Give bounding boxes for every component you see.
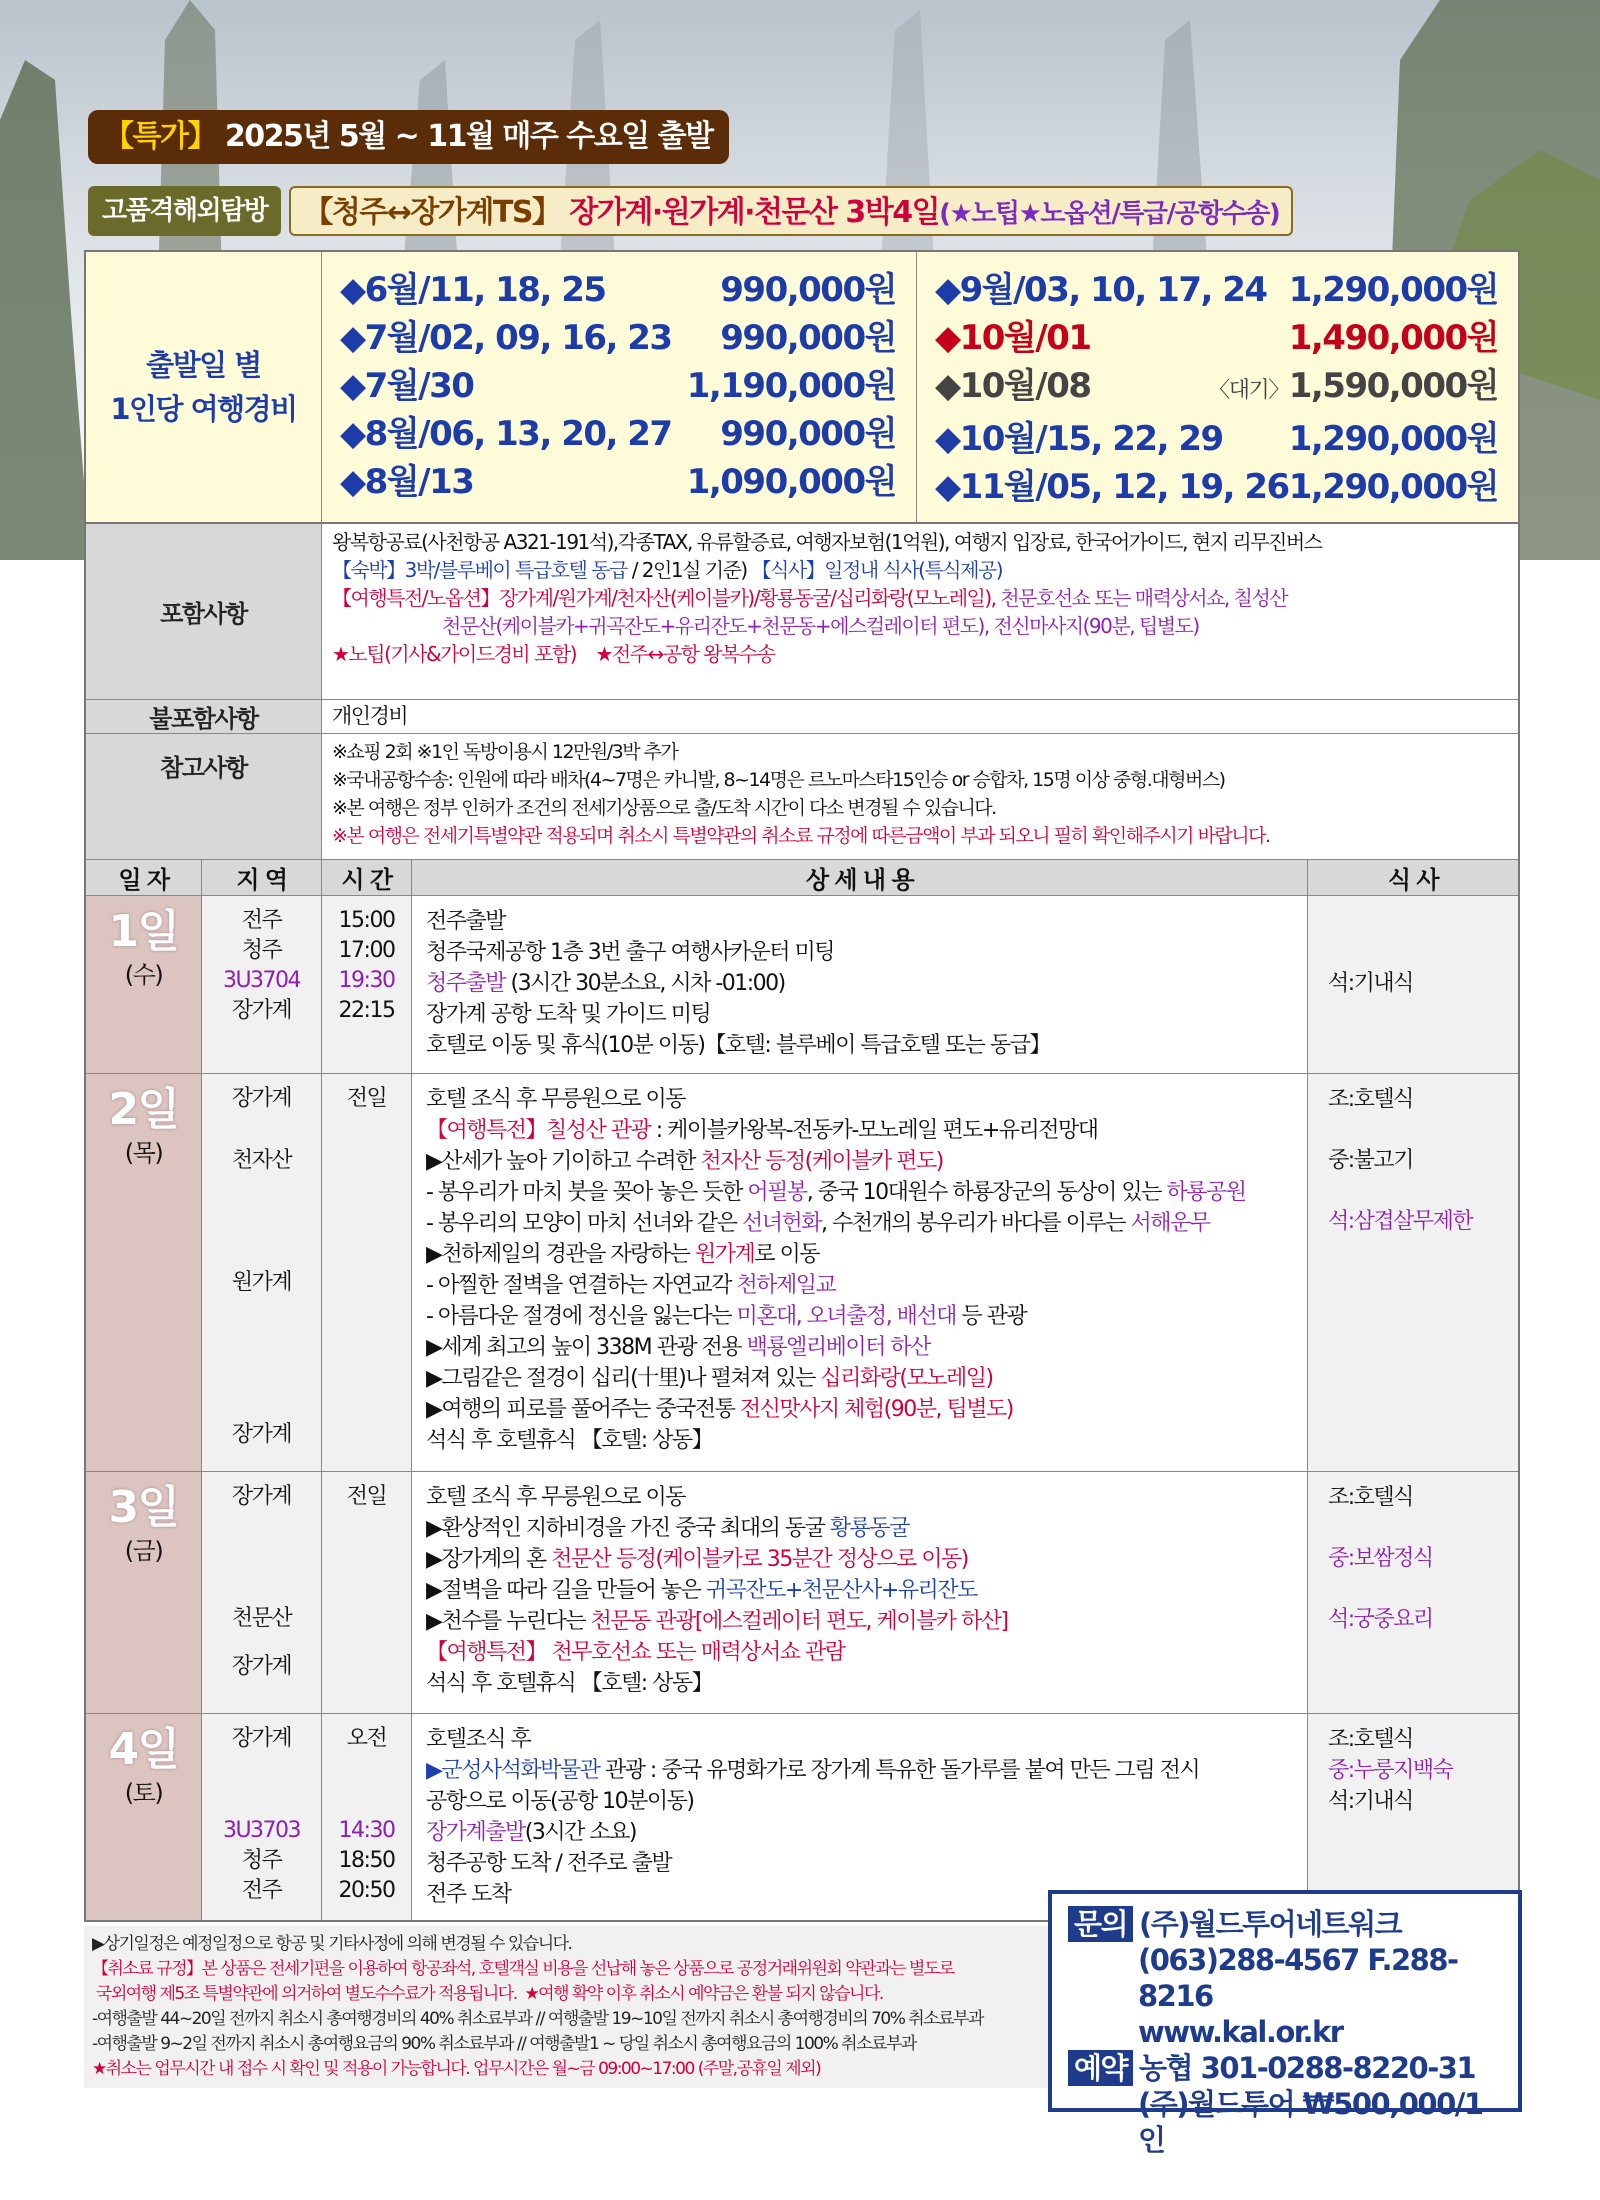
note-text: 국외여행 제5조 특별약관에 의거하여 별도수수료가 적용됩니다. [95, 1984, 517, 2004]
time: 20:50 [338, 1878, 395, 1903]
detail-text: 관광 : 중국 유명화가로 장가계 특유한 돌가루를 붙여 만든 그림 전시 [604, 1758, 1200, 1783]
price-list-left [322, 252, 917, 522]
region: 장가계 [231, 1726, 292, 1751]
day-3-row [86, 1472, 1518, 1714]
day-2-label [86, 1074, 202, 1471]
airport-transfer: ★전주↔공항 왕복수송 [595, 642, 775, 666]
day-weekday: (목) [124, 1139, 163, 1167]
detail-text: ▶천수를 누린다는 [426, 1609, 591, 1634]
price-item [340, 266, 896, 314]
day-1-row [86, 896, 1518, 1074]
col-region: 지 역 [202, 860, 322, 895]
meal: 조:호텔식 [1328, 1485, 1413, 1510]
day-1-label [86, 896, 202, 1073]
price-value [1289, 463, 1498, 511]
contact-box [1048, 1890, 1522, 2157]
included-line-5 [332, 640, 1508, 668]
price-value [1289, 415, 1498, 463]
highlight: 전신맛사지 체험(90분, 팁별도) [739, 1397, 1013, 1422]
time: 14:30 [338, 1818, 395, 1843]
price-amount: 990,000원 [720, 318, 896, 358]
time: 15:00 [338, 908, 395, 933]
itinerary-header [86, 860, 1518, 896]
price-amount: 1,090,000원 [686, 462, 896, 502]
highlight: 미혼대, 오녀출정, 배선대 [736, 1304, 956, 1329]
highlight: 십리화랑(모노레일) [820, 1366, 993, 1391]
promo-tag: 【특가】 [104, 119, 216, 154]
region: 전주 [241, 908, 282, 933]
detail-line [426, 1146, 1293, 1177]
time: 오전 [346, 1726, 387, 1751]
highlight: 어필봉 [747, 1180, 807, 1205]
detail-line: 공항으로 이동(공항 10분이동) [426, 1789, 694, 1814]
time: 22:15 [338, 998, 395, 1023]
highlight: 천문동 관광[에스컬레이터 편도, 케이블카 하산] [590, 1609, 1008, 1634]
region: 장가계 [231, 1086, 292, 1111]
day-2-region [202, 1074, 322, 1471]
meal: 중:보쌈정식 [1328, 1546, 1433, 1571]
note-line: ▶상기일정은 예정일정으로 항공 및 기타사정에 의해 변경될 수 있습니다. [92, 1934, 572, 1954]
detail-text: ▶산세가 높아 기이하고 수려한 [426, 1149, 701, 1174]
detail-line [426, 1817, 1293, 1848]
special: 【여행특전】 [426, 1640, 547, 1665]
departure-date: ◆10월/08 [934, 366, 1091, 406]
day-3-detail [412, 1472, 1308, 1713]
detail-text: ▶그림같은 절경이 십리(十里)나 펼쳐져 있는 [426, 1366, 821, 1391]
day-3-region [202, 1472, 322, 1713]
detail-text: 케이블카왕복-전동카-모노레일 편도+유리전망대 [667, 1118, 1098, 1143]
note-line: ★취소는 업무시간 내 접수 시 확인 및 적용이 가능합니다. 업무시간은 월~금 09:00~17:00 (주말,공휴일 제외) [92, 2059, 821, 2079]
time: 18:50 [338, 1848, 395, 1873]
detail-line [426, 1332, 1293, 1363]
detail-text: ▶세계 최고의 높이 338M 관광 전용 [426, 1335, 747, 1360]
day-weekday: (금) [124, 1537, 163, 1565]
title-text: 장가계·원가계·천문산 3박4일 [569, 195, 940, 230]
highlight: 천문산 등정(케이블카로 35분간 정상으로 이동) [551, 1547, 968, 1572]
meal: 조:호텔식 [1328, 1727, 1413, 1752]
col-detail: 상 세 내 용 [412, 860, 1308, 895]
note-line: 【취소료 규정】본 상품은 전세기편을 이용하여 항공좌석, 호텔객실 비용을 선납해 놓은 상품으로 공정거래위원회 약관과는 별도로 [92, 1959, 954, 1979]
day-3-label [86, 1472, 202, 1713]
price-value [687, 458, 896, 506]
region: 청주 [241, 1848, 282, 1873]
price-row [86, 252, 1518, 524]
meal: 석:기내식 [1328, 971, 1413, 996]
detail-text: - 아름다운 절경에 정신을 잃는다는 [426, 1304, 737, 1329]
highlight: 선녀헌화 [741, 1211, 821, 1236]
price-item [340, 458, 896, 506]
time: 17:00 [338, 938, 395, 963]
detail-line: 호텔조식 후 [426, 1727, 531, 1752]
detail-line [426, 1755, 1293, 1786]
reference-line-4: ※본 여행은 전세기특별약관 적용되며 취소시 특별약관의 취소료 규정에 따른금액이 부과 되오니 필히 확인해주시기 바랍니다. [332, 825, 1270, 847]
detail-line: 청주국제공항 1층 3번 출구 여행사카운터 미팅 [426, 940, 834, 965]
col-time: 시 간 [322, 860, 412, 895]
detail-line [426, 968, 1293, 999]
price-amount: 1,290,000원 [1288, 270, 1498, 310]
departure-date: ◆6월/11, 18, 25 [340, 270, 606, 310]
waitlist-note: 〈대기〉 [1208, 378, 1289, 403]
excluded-content: 개인경비 [322, 700, 1518, 733]
price-value [720, 266, 896, 314]
detail-line [426, 1301, 1293, 1332]
detail-line: 장가계 공항 도착 및 가이드 미팅 [426, 1002, 711, 1027]
reference-label: 참고사항 [86, 734, 322, 859]
deposit-info: (주)월드투어 ₩500,000/1인 [1138, 2087, 1483, 2157]
included-content [322, 524, 1518, 699]
note-line: -여행출발 44~20일 전까지 취소시 총여행경비의 40% 취소료부과 // 여행출발 19~10일 전까지 취소시 총여행경비의 70% 취소료부과 [92, 2009, 983, 2029]
contact-bank-line [1068, 2050, 1502, 2086]
detail-line: 전주출발 [426, 909, 506, 934]
price-label: 출발일 별 1인당 여행경비 [86, 252, 322, 522]
detail-line: 호텔 조식 후 무릉원으로 이동 [426, 1087, 685, 1112]
detail-text: ▶장가계의 혼 [426, 1547, 552, 1572]
day-number: 3일 [108, 1482, 179, 1533]
note-line [92, 1982, 1056, 2007]
meals: 【식사】일정내 식사(특식제공) [751, 558, 1003, 582]
departure-date: ◆10월/15, 22, 29 [934, 419, 1223, 459]
day-3-time [322, 1472, 412, 1713]
special: 【여행특전】칠성산 관광 [426, 1118, 651, 1143]
region: 원가계 [231, 1270, 292, 1295]
detail-line [426, 1239, 1293, 1270]
day-2-row [86, 1074, 1518, 1472]
flight-time: (3시간 30분소요, 시차 -01:00) [510, 971, 785, 996]
detail-text: - 아찔한 절벽을 연결하는 자연교각 [426, 1273, 737, 1298]
flight-time: (3시간 소요) [524, 1820, 636, 1845]
reference-content [322, 734, 1518, 859]
departure: 장가계출발 [426, 1820, 525, 1845]
price-item [340, 410, 896, 458]
price-value [1208, 362, 1498, 415]
tour-show: 천문호선쇼 또는 매력상서쇼, 칠성산 [995, 586, 1288, 610]
day-2-meal [1308, 1074, 1518, 1471]
detail-text: 등 관광 [955, 1304, 1027, 1329]
meal: 석:기내식 [1328, 1789, 1413, 1814]
detail-line: 호텔 조식 후 무릉원으로 이동 [426, 1485, 685, 1510]
day-1-detail [412, 896, 1308, 1073]
price-amount: 1,190,000원 [686, 366, 896, 406]
website-link[interactable]: www.kal.or.kr [1138, 2015, 1343, 2049]
day-4-label [86, 1714, 202, 1920]
price-amount: 1,290,000원 [1288, 467, 1498, 507]
col-meal: 식 사 [1387, 866, 1439, 894]
day-2-detail [412, 1074, 1308, 1471]
included-line-1: 왕복항공료(사천항공 A321-191석),각종TAX, 유류할증료, 여행자보험(1억원), 여행지 입장료, 한국어가이드, 현지 리무진버스 [332, 530, 1322, 554]
region: 장가계 [231, 998, 292, 1023]
promo-banner [88, 110, 729, 164]
region: 장가계 [231, 1422, 292, 1447]
detail-line: 호텔로 이동 및 휴식(10분 이동)【호텔: 블루베이 특급호텔 또는 동급】 [426, 1033, 1050, 1058]
bank-account: 농협 301-0288-8220-31 [1139, 2051, 1476, 2085]
route-label: 【청주↔장가계TS】 [303, 195, 561, 230]
detail-line: - 봉우리가 마치 붓을 꽂아 놓은 듯한 어필봉, 중국 10대원수 하룡장군의 동상이 있는 하룡공원 [426, 1180, 1246, 1205]
detail-line [426, 1513, 1293, 1544]
region: 전주 [241, 1878, 282, 1903]
price-value [720, 410, 896, 458]
info-table [84, 250, 1520, 1922]
price-amount: 1,490,000원 [1288, 318, 1498, 358]
highlight: ▶군성사석화박물관 [426, 1758, 600, 1783]
day-number: 4일 [108, 1724, 179, 1775]
time: 전일 [346, 1086, 387, 1111]
col-day: 일 자 [86, 860, 202, 895]
category-tag: 고품격해외탐방 [88, 186, 281, 236]
price-value [720, 314, 896, 362]
departure: 청주출발 [426, 971, 506, 996]
detail-line [426, 1363, 1293, 1394]
detail-line: 석식 후 호텔휴식 【호텔: 상동】 [426, 1671, 713, 1696]
region: 장가계 [231, 1654, 292, 1679]
detail-line [426, 1637, 1293, 1668]
included-line-4: 천문산(케이블카+귀곡잔도+유리잔도+천문동+에스컬레이터 편도), 전신마사지(90분, 팁별도) [442, 614, 1199, 638]
day-1-meal [1308, 896, 1518, 1073]
lodging-basis: / 2인1실 기준) [626, 558, 747, 582]
highlight: 천자산 등정(케이블카 편도) [700, 1149, 943, 1174]
price-value [1289, 314, 1498, 362]
departure-date: ◆7월/02, 09, 16, 23 [340, 318, 672, 358]
highlight: 천하제일교 [736, 1273, 836, 1298]
inquiry-label: 문의 [1068, 1906, 1133, 1942]
detail-text: 수천개의 봉우리가 바다를 이루는 [831, 1211, 1131, 1236]
contact-company-line [1068, 1906, 1502, 1942]
time: 19:30 [338, 968, 395, 993]
lodging: 【숙박】3박/블루베이 특급호텔 동급 [332, 558, 627, 582]
price-item [340, 362, 896, 410]
reference-line-1: ※쇼핑 2회 ※1인 독방이용시 12만원/3박 추가 [332, 741, 678, 763]
detail-text: - 봉우리가 마치 붓을 꽂아 놓은 듯한 [426, 1180, 748, 1205]
highlight: 황룡동굴 [829, 1516, 909, 1541]
highlight: 원가계 [694, 1242, 755, 1267]
price-value [1289, 266, 1498, 314]
detail-line [426, 1270, 1293, 1301]
departure-date: ◆8월/13 [340, 462, 474, 502]
departure-date: ◆8월/06, 13, 20, 27 [340, 414, 672, 454]
included-line-3 [332, 584, 1508, 612]
excluded-label: 불포함사항 [86, 700, 322, 733]
day-number: 2일 [108, 1084, 179, 1135]
detail-line [426, 1575, 1293, 1606]
region: 천문산 [231, 1606, 292, 1631]
price-item [340, 314, 896, 362]
highlight: 서해운무 [1130, 1211, 1210, 1236]
price-item [935, 463, 1498, 511]
reservation-label: 예약 [1068, 2050, 1133, 2086]
day-number: 1일 [108, 906, 179, 957]
promo-text: 2025년 5월 ~ 11월 매주 수요일 출발 [224, 119, 713, 154]
detail-line: - 봉우리의 모양이 마치 선녀와 같은 선녀헌화, 수천개의 봉우리가 바다를 이루는 서해운무 [426, 1211, 1210, 1236]
excluded-row [86, 700, 1518, 734]
price-amount: 1,290,000원 [1288, 419, 1498, 459]
day-weekday: (토) [124, 1779, 163, 1807]
day-3-meal [1308, 1472, 1518, 1713]
detail-text: ▶천하제일의 경관을 자랑하는 [426, 1242, 695, 1267]
detail-line: 전주 도착 [426, 1882, 511, 1907]
detail-text: ▶여행의 피로를 풀어주는 중국전통 [426, 1397, 740, 1422]
tour-specials: 【여행특전/노옵션】장가계/원가계/천자산(케이블카)/황룡동굴/십리화랑(모노레일), [332, 586, 996, 610]
day-1-time [322, 896, 412, 1073]
detail-line [426, 1606, 1293, 1637]
price-list-right [917, 252, 1518, 522]
cancellation-notes [84, 1926, 1064, 2088]
region: 청주 [241, 938, 282, 963]
price-item [935, 314, 1498, 362]
detail-line: 【여행특전】칠성산 관광 : 케이블카왕복-전동카-모노레일 편도+유리전망대 [426, 1118, 1098, 1143]
price-amount: 1,590,000원 [1288, 366, 1498, 406]
detail-text: ▶절벽을 따라 길을 만들어 놓은 [426, 1578, 706, 1603]
tour-title [289, 186, 1293, 236]
detail-line: 석식 후 호텔휴식 【호텔: 상동】 [426, 1428, 713, 1453]
day-1-region [202, 896, 322, 1073]
region: 천자산 [231, 1148, 292, 1173]
departure-date: ◆9월/03, 10, 17, 24 [934, 270, 1267, 310]
included-line-2 [332, 556, 1508, 584]
price-amount: 990,000원 [720, 270, 896, 310]
region: 장가계 [231, 1484, 292, 1509]
day-4-time [322, 1714, 412, 1920]
meal: 중:누룽지백숙 [1328, 1758, 1453, 1783]
detail-line [426, 1394, 1293, 1425]
price-amount: 990,000원 [720, 414, 896, 454]
flight-number: 3U3704 [222, 968, 301, 993]
reference-line-2: ※국내공항수송: 인원에 따라 배차(4~7명은 카니발, 8~14명은 르노마스타15인승 or 승합차, 15명 이상 중형.대형버스) [332, 769, 1225, 791]
options-text: (★노팁★노옵션/특급/공항수송) [939, 199, 1280, 229]
price-item [935, 415, 1498, 463]
highlight: 천무호선쇼 또는 매력상서쇼 관람 [551, 1640, 845, 1665]
reference-row [86, 734, 1518, 860]
departure-date: ◆11월/05, 12, 19, 26 [934, 467, 1289, 507]
departure-date: ◆10월/01 [934, 318, 1091, 358]
highlight: 하룡공원 [1166, 1180, 1246, 1205]
note-text: ★여행 확약 이후 취소시 예약금은 환불 되지 않습니다. [524, 1984, 883, 2004]
price-value [687, 362, 896, 410]
time: 전일 [346, 1484, 387, 1509]
departure-date: ◆7월/30 [340, 366, 474, 406]
detail-text: ▶환상적인 지하비경을 가진 중국 최대의 동굴 [426, 1516, 830, 1541]
meal: 조:호텔식 [1328, 1087, 1413, 1112]
detail-text: 중국 10대원수 하룡장군의 동상이 있는 [817, 1180, 1167, 1205]
price-item [935, 362, 1498, 415]
detail-text: 로 이동 [754, 1242, 819, 1267]
day-weekday: (수) [124, 961, 163, 989]
detail-line: 청주공항 도착 / 전주로 출발 [426, 1851, 672, 1876]
highlight: 귀곡잔도+천문산사+유리잔도 [705, 1578, 977, 1603]
reference-line-3: ※본 여행은 정부 인허가 조건의 전세기상품으로 출/도착 시간이 다소 변경될 수 있습니다. [332, 797, 996, 819]
detail-text: - 봉우리의 모양이 마치 선녀와 같은 [426, 1211, 742, 1236]
note-line: -여행출발 9~2일 전까지 취소시 총여행요금의 90% 취소료부과 // 여행출발1 ~ 당일 취소시 총여행요금의 100% 취소료부과 [92, 2034, 916, 2054]
detail-line [426, 1544, 1293, 1575]
flight-number: 3U3703 [222, 1818, 301, 1843]
included-row [86, 524, 1518, 700]
meal: 석:궁중요리 [1328, 1607, 1433, 1632]
no-tip: ★노팁(기사&가이드경비 포함) [332, 642, 577, 666]
day-4-region [202, 1714, 322, 1920]
company-name: (주)월드투어네트워크 [1139, 1907, 1402, 1941]
included-label: 포함사항 [86, 524, 322, 699]
price-item [935, 266, 1498, 314]
day-2-time [322, 1074, 412, 1471]
phone-number[interactable]: (063)288-4567 F.288-8216 [1138, 1943, 1458, 2013]
highlight: 백룡엘리베이터 하산 [746, 1335, 930, 1360]
title-banner [88, 186, 1293, 236]
meal: 중:불고기 [1328, 1148, 1413, 1173]
meal: 석:삼겹살무제한 [1328, 1209, 1473, 1234]
